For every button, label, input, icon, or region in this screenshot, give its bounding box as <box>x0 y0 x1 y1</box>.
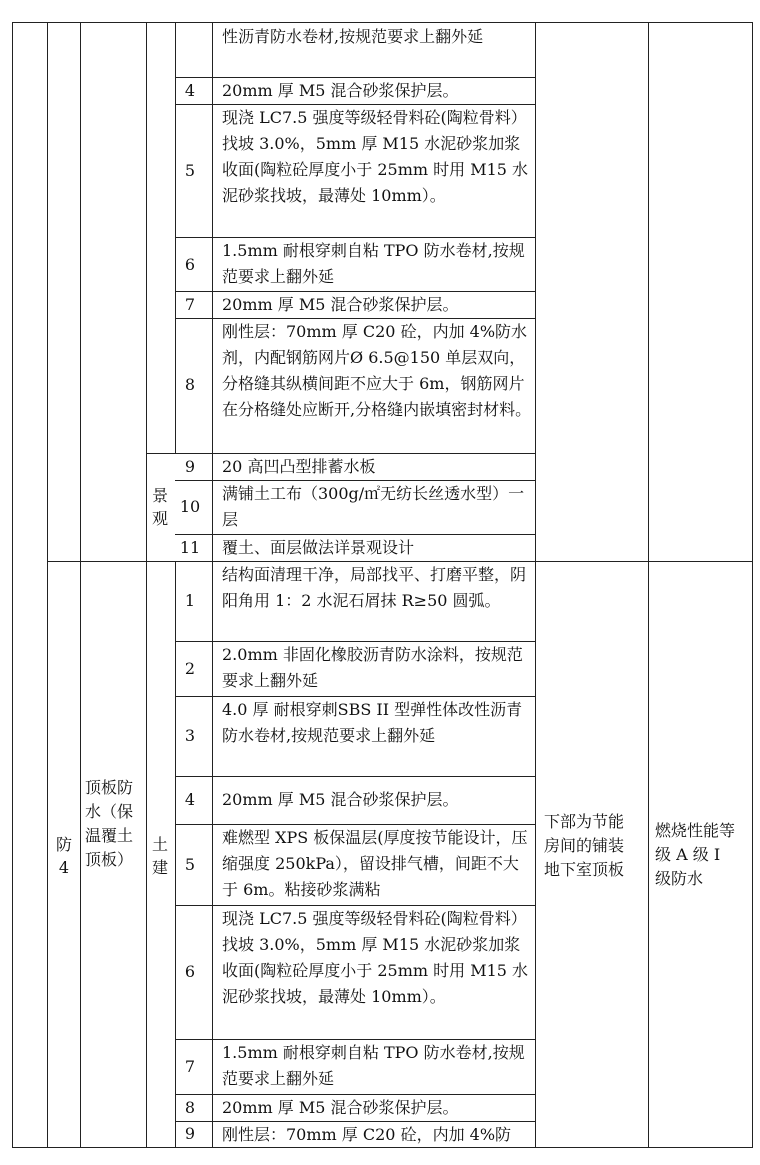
layer-number: 6 <box>184 962 196 981</box>
layer-description: 20mm 厚 M5 混合砂浆保护层。 <box>222 790 459 809</box>
layer-number: 4 <box>184 790 196 809</box>
col-line-left <box>12 22 13 1148</box>
layer-number: 7 <box>184 295 196 314</box>
layer-number: 6 <box>184 255 196 274</box>
applicable-location: 下部为节能房间的铺装地下室顶板 <box>544 812 625 879</box>
layer-number: 3 <box>184 726 196 745</box>
layer-number: 9 <box>184 457 196 476</box>
layer-number: 11 <box>179 538 201 557</box>
layer-description: 难燃型 XPS 板保温层(厚度按节能设计，压缩强度 250kPa），留设排气槽，间距不大于 6m。粘接砂浆满粘 <box>222 828 528 899</box>
layer-description: 结构面清理干净，局部找平、打磨平整，阴阳角用 1：2 水泥石屑抹 R≥50 圆弧。 <box>222 565 527 610</box>
layer-description: 刚性层：70mm 厚 C20 砼，内加 4%防 <box>222 1125 512 1144</box>
item-code: 防4 <box>55 835 72 877</box>
layer-description: 20mm 厚 M5 混合砂浆保护层。 <box>222 295 459 314</box>
layer-description: 性沥青防水卷材,按规范要求上翻外延 <box>222 27 484 46</box>
performance-requirement: 燃烧性能等级 A 级 I 级防水 <box>655 821 736 888</box>
layer-number: 5 <box>184 161 196 180</box>
col-line-discipline <box>146 22 147 1148</box>
discipline-civil: 土建 <box>151 835 168 877</box>
layer-description: 满铺土工布（300g/㎡无纺长丝透水型）一层 <box>222 484 525 529</box>
layer-description: 4.0 厚 耐根穿刺SBS II 型弹性体改性沥青防水卷材,按规范要求上翻外延 <box>222 700 523 745</box>
layer-number: 8 <box>184 1098 196 1117</box>
layer-number: 5 <box>184 855 196 874</box>
layer-number: 8 <box>184 375 196 394</box>
layer-description: 1.5mm 耐根穿刺自粘 TPO 防水卷材,按规范要求上翻外延 <box>222 1043 525 1088</box>
layer-description: 20 高凹凸型排蓄水板 <box>222 457 376 476</box>
row-line <box>12 1147 753 1148</box>
layer-number: 9 <box>184 1124 196 1143</box>
layer-number: 2 <box>184 659 196 678</box>
layer-description: 1.5mm 耐根穿刺自粘 TPO 防水卷材,按规范要求上翻外延 <box>222 241 525 286</box>
layer-description: 2.0mm 非固化橡胶沥青防水涂料，按规范要求上翻外延 <box>222 645 523 690</box>
layer-number: 1 <box>184 591 196 610</box>
col-line-code <box>47 22 48 1148</box>
item-name: 顶板防水（保温覆土顶板） <box>85 778 134 869</box>
layer-number: 7 <box>184 1057 196 1076</box>
layer-description: 现浇 LC7.5 强度等级轻骨料砼(陶粒骨料）找坡 3.0%，5mm 厚 M15 水泥砂浆加浆收面(陶粒砼厚度小于 25mm 时用 M15 水泥砂浆找坡，最薄处 10mm）。 <box>222 108 529 205</box>
layer-description: 刚性层：70mm 厚 C20 砼，内加 4%防水剂，内配钢筋网片Ø 6.5@150 单层双向，分格缝其纵横间距不应大于 6m，钢筋网片在分格缝处应断开,分格缝内嵌填密封材料。 <box>222 322 532 419</box>
col-line-right <box>752 22 753 1148</box>
layer-description: 覆土、面层做法详景观设计 <box>222 538 415 557</box>
layer-number: 10 <box>179 497 201 516</box>
col-line-name <box>80 22 81 1148</box>
layer-description: 20mm 厚 M5 混合砂浆保护层。 <box>222 1098 459 1117</box>
col-line-num <box>212 22 213 1148</box>
row-line <box>12 22 753 23</box>
layer-description: 20mm 厚 M5 混合砂浆保护层。 <box>222 81 459 100</box>
col-line-desc <box>535 22 536 1148</box>
layer-description: 现浇 LC7.5 强度等级轻骨料砼(陶粒骨料）找坡 3.0%，5mm 厚 M15 水泥砂浆加浆收面(陶粒砼厚度小于 25mm 时用 M15 水泥砂浆找坡，最薄处 10mm）。 <box>222 909 529 1006</box>
layer-number: 4 <box>184 81 196 100</box>
row-line <box>175 776 536 777</box>
discipline-landscape: 景观 <box>151 486 168 528</box>
col-line-location <box>648 22 649 1148</box>
